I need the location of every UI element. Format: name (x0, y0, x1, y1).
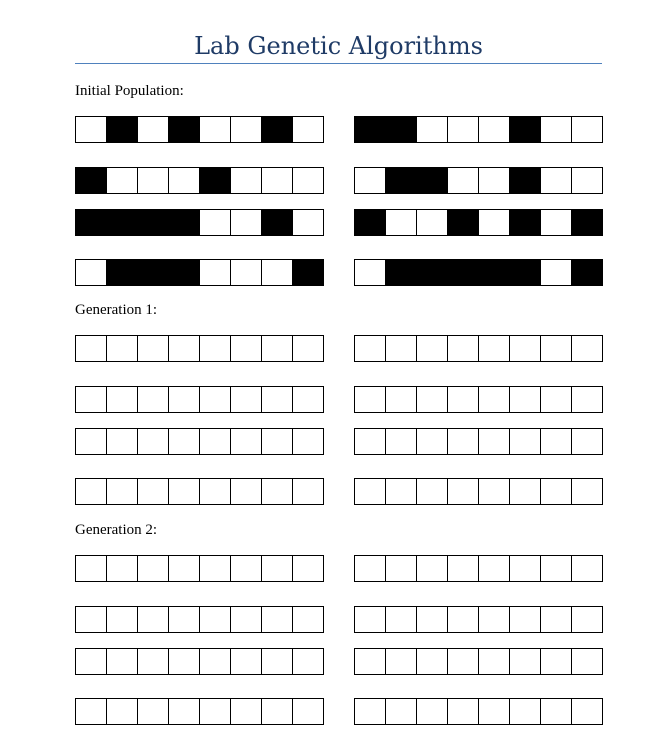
gene-cell-filled[interactable] (510, 259, 541, 286)
gene-cell-filled[interactable] (107, 259, 138, 286)
gene-cell-empty[interactable] (200, 698, 231, 725)
gene-cell-empty[interactable] (572, 116, 603, 143)
gene-cell-empty[interactable] (448, 698, 479, 725)
gene-cell-empty[interactable] (107, 335, 138, 362)
gene-cell-empty[interactable] (231, 209, 262, 236)
chromosome (75, 386, 324, 413)
gene-cell-empty[interactable] (354, 386, 386, 413)
gene-cell-empty[interactable] (572, 555, 603, 582)
gene-cell-filled[interactable] (386, 116, 417, 143)
gene-cell-empty[interactable] (510, 386, 541, 413)
gene-cell-filled[interactable] (386, 167, 417, 194)
gene-cell-filled[interactable] (169, 209, 200, 236)
gene-cell-empty[interactable] (293, 648, 324, 675)
gene-cell-empty[interactable] (510, 606, 541, 633)
gene-cell-empty[interactable] (386, 428, 417, 455)
gene-cell-filled[interactable] (107, 116, 138, 143)
gene-cell-empty[interactable] (448, 478, 479, 505)
gene-cell-empty[interactable] (541, 116, 572, 143)
gene-cell-empty[interactable] (107, 555, 138, 582)
gene-cell-empty[interactable] (231, 648, 262, 675)
gene-cell-empty[interactable] (231, 116, 262, 143)
chromosome (354, 648, 603, 675)
gene-cell-empty[interactable] (169, 555, 200, 582)
chromosome (75, 116, 324, 143)
gene-cell-empty[interactable] (107, 478, 138, 505)
gene-cell-empty[interactable] (448, 555, 479, 582)
gene-cell-empty[interactable] (262, 648, 293, 675)
gene-cell-empty[interactable] (448, 386, 479, 413)
gene-cell-empty[interactable] (448, 335, 479, 362)
gene-cell-empty[interactable] (231, 386, 262, 413)
gene-cell-empty[interactable] (417, 478, 448, 505)
gene-cell-empty[interactable] (354, 259, 386, 286)
gene-cell-empty[interactable] (293, 386, 324, 413)
gene-cell-empty[interactable] (386, 335, 417, 362)
gene-cell-empty[interactable] (354, 335, 386, 362)
chromosome (354, 259, 603, 286)
gene-cell-filled[interactable] (386, 259, 417, 286)
gene-cell-empty[interactable] (107, 167, 138, 194)
chromosome (354, 335, 603, 362)
gene-cell-empty[interactable] (417, 606, 448, 633)
gene-cell-empty[interactable] (169, 428, 200, 455)
chromosome (75, 209, 324, 236)
gene-cell-empty[interactable] (448, 648, 479, 675)
gene-cell-empty[interactable] (200, 428, 231, 455)
gene-cell-empty[interactable] (200, 386, 231, 413)
gene-cell-empty[interactable] (262, 606, 293, 633)
gene-cell-empty[interactable] (138, 335, 169, 362)
chromosome (354, 606, 603, 633)
gene-cell-empty[interactable] (572, 478, 603, 505)
gene-cell-empty[interactable] (169, 167, 200, 194)
gene-cell-empty[interactable] (262, 386, 293, 413)
gene-cell-empty[interactable] (75, 606, 107, 633)
gene-cell-empty[interactable] (169, 335, 200, 362)
gene-cell-empty[interactable] (386, 555, 417, 582)
gene-cell-empty[interactable] (541, 335, 572, 362)
chromosome (75, 606, 324, 633)
gene-cell-empty[interactable] (75, 648, 107, 675)
gene-cell-empty[interactable] (169, 386, 200, 413)
gene-cell-empty[interactable] (231, 606, 262, 633)
gene-cell-empty[interactable] (417, 335, 448, 362)
gene-cell-empty[interactable] (417, 209, 448, 236)
gene-cell-empty[interactable] (200, 648, 231, 675)
gene-cell-filled[interactable] (479, 259, 510, 286)
gene-cell-empty[interactable] (479, 116, 510, 143)
gene-cell-empty[interactable] (138, 386, 169, 413)
gene-cell-empty[interactable] (510, 648, 541, 675)
gene-cell-empty[interactable] (169, 478, 200, 505)
gene-cell-empty[interactable] (200, 116, 231, 143)
gene-cell-empty[interactable] (479, 478, 510, 505)
gene-cell-empty[interactable] (354, 606, 386, 633)
gene-cell-empty[interactable] (138, 555, 169, 582)
gene-cell-empty[interactable] (75, 428, 107, 455)
gene-cell-empty[interactable] (107, 698, 138, 725)
gene-cell-empty[interactable] (479, 335, 510, 362)
gene-cell-empty[interactable] (479, 648, 510, 675)
gene-cell-empty[interactable] (231, 478, 262, 505)
gene-cell-empty[interactable] (417, 116, 448, 143)
section-label: Initial Population: (75, 83, 184, 99)
gene-cell-empty[interactable] (448, 116, 479, 143)
gene-cell-empty[interactable] (75, 386, 107, 413)
gene-cell-empty[interactable] (200, 606, 231, 633)
gene-cell-empty[interactable] (386, 606, 417, 633)
gene-cell-empty[interactable] (354, 555, 386, 582)
chromosome (354, 386, 603, 413)
gene-cell-empty[interactable] (354, 648, 386, 675)
chromosome (75, 167, 324, 194)
gene-cell-empty[interactable] (138, 428, 169, 455)
gene-cell-empty[interactable] (386, 386, 417, 413)
gene-cell-empty[interactable] (354, 428, 386, 455)
gene-cell-empty[interactable] (262, 428, 293, 455)
gene-cell-empty[interactable] (448, 428, 479, 455)
gene-cell-empty[interactable] (231, 428, 262, 455)
gene-cell-empty[interactable] (293, 428, 324, 455)
gene-cell-empty[interactable] (231, 555, 262, 582)
gene-cell-empty[interactable] (231, 698, 262, 725)
gene-cell-empty[interactable] (75, 335, 107, 362)
chromosome (75, 428, 324, 455)
gene-cell-empty[interactable] (541, 648, 572, 675)
gene-cell-filled[interactable] (510, 116, 541, 143)
gene-cell-filled[interactable] (138, 259, 169, 286)
gene-cell-empty[interactable] (75, 478, 107, 505)
gene-cell-empty[interactable] (354, 698, 386, 725)
gene-cell-empty[interactable] (138, 606, 169, 633)
gene-cell-empty[interactable] (262, 698, 293, 725)
gene-cell-empty[interactable] (541, 478, 572, 505)
gene-cell-empty[interactable] (107, 386, 138, 413)
gene-cell-empty[interactable] (479, 698, 510, 725)
gene-cell-empty[interactable] (417, 698, 448, 725)
gene-cell-filled[interactable] (510, 209, 541, 236)
gene-cell-empty[interactable] (200, 335, 231, 362)
gene-cell-empty[interactable] (510, 555, 541, 582)
gene-cell-empty[interactable] (262, 555, 293, 582)
gene-cell-empty[interactable] (107, 606, 138, 633)
gene-cell-empty[interactable] (293, 209, 324, 236)
gene-cell-empty[interactable] (386, 698, 417, 725)
gene-cell-empty[interactable] (107, 648, 138, 675)
gene-cell-empty[interactable] (417, 648, 448, 675)
gene-cell-filled[interactable] (138, 209, 169, 236)
gene-cell-empty[interactable] (510, 478, 541, 505)
gene-cell-empty[interactable] (510, 428, 541, 455)
gene-cell-empty[interactable] (293, 116, 324, 143)
gene-cell-empty[interactable] (200, 478, 231, 505)
gene-cell-empty[interactable] (541, 606, 572, 633)
gene-cell-empty[interactable] (293, 478, 324, 505)
gene-cell-empty[interactable] (75, 555, 107, 582)
chromosome (75, 478, 324, 505)
gene-cell-empty[interactable] (572, 335, 603, 362)
gene-cell-empty[interactable] (262, 167, 293, 194)
gene-cell-empty[interactable] (541, 698, 572, 725)
gene-cell-empty[interactable] (386, 209, 417, 236)
gene-cell-empty[interactable] (231, 259, 262, 286)
gene-cell-empty[interactable] (417, 386, 448, 413)
chromosome (354, 167, 603, 194)
chromosome (354, 209, 603, 236)
gene-cell-empty[interactable] (107, 428, 138, 455)
gene-cell-empty[interactable] (417, 555, 448, 582)
gene-cell-filled[interactable] (572, 209, 603, 236)
gene-cell-empty[interactable] (479, 386, 510, 413)
gene-cell-empty[interactable] (293, 698, 324, 725)
gene-cell-empty[interactable] (541, 428, 572, 455)
gene-cell-empty[interactable] (354, 478, 386, 505)
gene-cell-empty[interactable] (541, 259, 572, 286)
title-rule (75, 63, 602, 64)
gene-cell-empty[interactable] (479, 167, 510, 194)
gene-cell-empty[interactable] (138, 698, 169, 725)
gene-cell-empty[interactable] (510, 335, 541, 362)
gene-cell-empty[interactable] (354, 167, 386, 194)
gene-cell-empty[interactable] (138, 478, 169, 505)
gene-cell-empty[interactable] (169, 698, 200, 725)
gene-cell-empty[interactable] (231, 335, 262, 362)
chromosome (354, 116, 603, 143)
gene-cell-filled[interactable] (75, 167, 107, 194)
gene-cell-empty[interactable] (293, 606, 324, 633)
gene-cell-filled[interactable] (262, 116, 293, 143)
gene-cell-empty[interactable] (572, 167, 603, 194)
gene-cell-filled[interactable] (417, 167, 448, 194)
chromosome (354, 478, 603, 505)
gene-cell-empty[interactable] (510, 698, 541, 725)
gene-cell-empty[interactable] (293, 335, 324, 362)
section-label: Generation 1: (75, 302, 158, 318)
gene-cell-empty[interactable] (541, 386, 572, 413)
gene-cell-filled[interactable] (354, 209, 386, 236)
gene-cell-empty[interactable] (138, 648, 169, 675)
chromosome (75, 698, 324, 725)
gene-cell-empty[interactable] (541, 167, 572, 194)
gene-cell-empty[interactable] (541, 209, 572, 236)
gene-cell-empty[interactable] (572, 428, 603, 455)
gene-cell-empty[interactable] (572, 698, 603, 725)
gene-cell-empty[interactable] (262, 259, 293, 286)
chromosome (75, 648, 324, 675)
gene-cell-empty[interactable] (75, 116, 107, 143)
gene-cell-empty[interactable] (479, 209, 510, 236)
chromosome (354, 555, 603, 582)
gene-cell-empty[interactable] (262, 335, 293, 362)
chromosome (75, 259, 324, 286)
gene-cell-empty[interactable] (479, 606, 510, 633)
gene-cell-filled[interactable] (169, 116, 200, 143)
gene-cell-empty[interactable] (262, 478, 293, 505)
gene-cell-empty[interactable] (448, 606, 479, 633)
gene-cell-empty[interactable] (572, 386, 603, 413)
gene-cell-empty[interactable] (541, 555, 572, 582)
chromosome (354, 698, 603, 725)
chromosome (75, 555, 324, 582)
gene-cell-empty[interactable] (448, 167, 479, 194)
gene-cell-filled[interactable] (107, 209, 138, 236)
gene-cell-empty[interactable] (231, 167, 262, 194)
gene-cell-filled[interactable] (169, 259, 200, 286)
chromosome (75, 335, 324, 362)
gene-cell-filled[interactable] (262, 209, 293, 236)
gene-cell-empty[interactable] (293, 167, 324, 194)
gene-cell-filled[interactable] (75, 209, 107, 236)
section-label: Generation 2: (75, 522, 158, 538)
gene-cell-empty[interactable] (293, 555, 324, 582)
gene-cell-empty[interactable] (200, 259, 231, 286)
gene-cell-empty[interactable] (75, 698, 107, 725)
gene-cell-empty[interactable] (75, 259, 107, 286)
gene-cell-filled[interactable] (354, 116, 386, 143)
gene-cell-filled[interactable] (200, 167, 231, 194)
gene-cell-empty[interactable] (169, 648, 200, 675)
gene-cell-filled[interactable] (417, 259, 448, 286)
gene-cell-empty[interactable] (479, 555, 510, 582)
gene-cell-empty[interactable] (479, 428, 510, 455)
gene-cell-filled[interactable] (448, 209, 479, 236)
gene-cell-empty[interactable] (138, 167, 169, 194)
gene-cell-filled[interactable] (510, 167, 541, 194)
chromosome (354, 428, 603, 455)
gene-cell-empty[interactable] (386, 478, 417, 505)
gene-cell-empty[interactable] (138, 116, 169, 143)
gene-cell-empty[interactable] (572, 648, 603, 675)
gene-cell-empty[interactable] (572, 606, 603, 633)
gene-cell-empty[interactable] (200, 555, 231, 582)
gene-cell-filled[interactable] (293, 259, 324, 286)
gene-cell-empty[interactable] (200, 209, 231, 236)
gene-cell-empty[interactable] (169, 606, 200, 633)
gene-cell-empty[interactable] (417, 428, 448, 455)
gene-cell-filled[interactable] (448, 259, 479, 286)
page-title: Lab Genetic Algorithms (194, 32, 483, 60)
gene-cell-filled[interactable] (572, 259, 603, 286)
gene-cell-empty[interactable] (386, 648, 417, 675)
